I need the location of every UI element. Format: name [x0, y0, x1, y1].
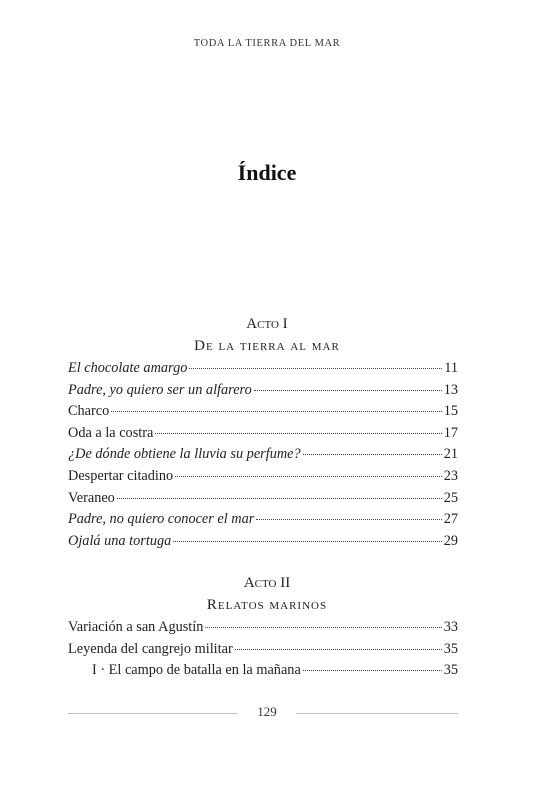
toc-entry-title: Leyenda del cangrejo militar — [68, 640, 233, 657]
dot-leader — [155, 432, 441, 434]
toc-entry-page: 29 — [443, 532, 458, 549]
dot-leader — [173, 540, 441, 542]
toc-entry[interactable] — [68, 617, 458, 639]
toc-entry-title: I · El campo de batalla en la mañana — [92, 662, 301, 679]
toc-entry[interactable] — [68, 488, 458, 510]
toc-entry-page: 35 — [443, 662, 458, 679]
dot-leader — [189, 367, 442, 369]
toc-entry[interactable] — [68, 380, 458, 402]
page-title: Índice — [237, 160, 297, 185]
toc-entry-page: 25 — [443, 489, 458, 506]
toc-list — [68, 358, 458, 552]
toc-entry-title: Variación a san Agustín — [68, 619, 204, 635]
dot-leader — [205, 626, 441, 628]
toc-entry-page: 13 — [443, 381, 458, 398]
toc-entry[interactable] — [68, 358, 458, 380]
toc-list — [68, 617, 458, 682]
toc-entry[interactable] — [68, 423, 458, 445]
toc-entry[interactable] — [68, 466, 458, 488]
toc-entry-title: Veraneo — [68, 489, 115, 506]
dot-leader — [111, 410, 441, 412]
toc-entry[interactable] — [68, 531, 458, 553]
toc-entry-page: 17 — [443, 424, 458, 441]
toc-entry[interactable] — [68, 444, 458, 466]
toc-entry-page: 33 — [443, 619, 458, 635]
toc-entry-title: Ojalá una tortuga — [68, 532, 172, 549]
dot-leader — [303, 669, 442, 671]
toc-entry-page: 21 — [443, 446, 458, 463]
page-number: 129 — [257, 704, 277, 719]
toc-entry-title: Despertar citadino — [68, 467, 174, 484]
dot-leader — [235, 648, 442, 650]
dot-leader — [117, 497, 442, 499]
toc-entry-title: Oda a la costra — [68, 424, 154, 441]
act-heading: Acto II — [243, 575, 291, 591]
dot-leader — [254, 389, 442, 391]
dot-leader — [175, 475, 442, 477]
toc-entry-title: Charco — [68, 403, 110, 420]
act-subtitle: De la tierra al mar — [194, 338, 340, 354]
toc-entry-title: ¿De dónde obtiene la lluvia su perfume? — [68, 446, 301, 463]
toc-entry-page: 23 — [443, 467, 458, 484]
toc-entry-page: 35 — [443, 640, 458, 657]
toc-entry-title: Padre, yo quiero ser un alfarero — [68, 381, 252, 398]
toc-entry-page: 15 — [443, 403, 458, 420]
dot-leader — [303, 453, 442, 455]
running-head: TODA LA TIERRA DEL MAR — [193, 38, 341, 49]
toc-entry[interactable] — [68, 639, 458, 661]
toc-entry-title: El chocolate amargo — [68, 360, 188, 376]
toc-entry-page: 11 — [444, 360, 458, 376]
toc-entry[interactable] — [68, 660, 458, 682]
toc-entry[interactable] — [68, 401, 458, 423]
toc-entry-title: Padre, no quiero conocer el mar — [68, 511, 255, 528]
toc-entry[interactable] — [68, 509, 458, 531]
act-heading: Acto I — [246, 316, 288, 332]
dot-leader — [256, 518, 441, 520]
toc-entry-page: 27 — [443, 511, 458, 528]
act-subtitle: Relatos marinos — [206, 597, 328, 613]
